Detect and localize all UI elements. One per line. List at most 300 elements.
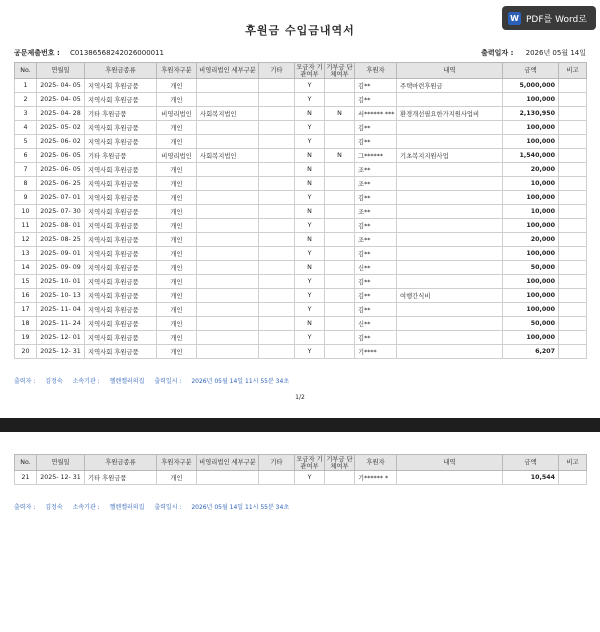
row-note bbox=[559, 79, 587, 93]
printed-at-label: 출력일시 : bbox=[154, 378, 182, 385]
row-type: 지역사회 후원금품 bbox=[85, 331, 157, 345]
row-no: 20 bbox=[15, 345, 37, 359]
pdf-to-word-label: PDF를 Word로 bbox=[526, 14, 587, 25]
row-donor: 김** bbox=[355, 121, 397, 135]
row-fundraiser-flag: N bbox=[295, 233, 325, 247]
row-date: 2025- 06- 25 bbox=[37, 177, 85, 191]
row-donor-type: 개인 bbox=[157, 191, 197, 205]
row-date: 2025- 04- 28 bbox=[37, 107, 85, 121]
row-sub-type bbox=[197, 317, 259, 331]
row-donor-type: 개인 bbox=[157, 135, 197, 149]
table-row bbox=[15, 471, 587, 485]
row-type: 기타 후원금품 bbox=[85, 149, 157, 163]
row-note bbox=[559, 205, 587, 219]
row-donation-org-flag bbox=[325, 345, 355, 359]
row-etc bbox=[259, 205, 295, 219]
row-date: 2025- 09- 09 bbox=[37, 261, 85, 275]
row-sub-type bbox=[197, 261, 259, 275]
org-name: 헬렌켈러의집 bbox=[109, 378, 145, 385]
public-id-value: C01386568242026000011 bbox=[70, 49, 165, 57]
row-date: 2025- 09- 01 bbox=[37, 247, 85, 261]
row-type: 지역사회 후원금품 bbox=[85, 93, 157, 107]
row-amount: 5,000,000 bbox=[503, 79, 559, 93]
row-donor-type: 개인 bbox=[157, 331, 197, 345]
row-date: 2025- 08- 25 bbox=[37, 233, 85, 247]
row-note bbox=[559, 177, 587, 191]
table-row bbox=[15, 191, 587, 205]
row-fundraiser-flag: N bbox=[295, 149, 325, 163]
row-note bbox=[559, 149, 587, 163]
row-no: 12 bbox=[15, 233, 37, 247]
row-donor: 조** bbox=[355, 205, 397, 219]
table-row bbox=[15, 177, 587, 191]
row-amount: 100,000 bbox=[503, 247, 559, 261]
row-amount: 100,000 bbox=[503, 289, 559, 303]
row-date: 2025- 06- 05 bbox=[37, 149, 85, 163]
row-sub-type bbox=[197, 275, 259, 289]
row-note bbox=[559, 163, 587, 177]
table-row bbox=[15, 121, 587, 135]
row-note bbox=[559, 247, 587, 261]
row-fundraiser-flag: N bbox=[295, 177, 325, 191]
table-header-row bbox=[15, 63, 587, 79]
row-donation-org-flag: N bbox=[325, 149, 355, 163]
row-amount: 100,000 bbox=[503, 191, 559, 205]
row-amount: 2,130,950 bbox=[503, 107, 559, 121]
row-sub-type bbox=[197, 219, 259, 233]
row-description bbox=[397, 177, 503, 191]
row-donor: 김** bbox=[355, 93, 397, 107]
column-header: 기타 bbox=[259, 63, 295, 79]
row-donation-org-flag bbox=[325, 93, 355, 107]
row-etc bbox=[259, 219, 295, 233]
row-fundraiser-flag: Y bbox=[295, 247, 325, 261]
row-fundraiser-flag: Y bbox=[295, 135, 325, 149]
row-etc bbox=[259, 317, 295, 331]
table-row bbox=[15, 261, 587, 275]
row-no: 1 bbox=[15, 79, 37, 93]
row-description bbox=[397, 331, 503, 345]
row-donor-type: 개인 bbox=[157, 289, 197, 303]
public-id-label: 공문제출번호 : bbox=[14, 49, 60, 57]
row-sub-type bbox=[197, 163, 259, 177]
row-amount: 100,000 bbox=[503, 219, 559, 233]
row-amount: 10,000 bbox=[503, 177, 559, 191]
row-date: 2025- 06- 02 bbox=[37, 135, 85, 149]
row-donor: 서****** *** bbox=[355, 107, 397, 121]
row-donor: 조** bbox=[355, 233, 397, 247]
row-no: 5 bbox=[15, 135, 37, 149]
table-row bbox=[15, 219, 587, 233]
print-date-value: 2026년 05월 14일 bbox=[525, 49, 586, 57]
table-row bbox=[15, 275, 587, 289]
word-icon: W bbox=[508, 12, 521, 25]
table-header-row bbox=[15, 455, 587, 471]
row-sub-type bbox=[197, 79, 259, 93]
row-note bbox=[559, 121, 587, 135]
printed-at-label: 출력일시 : bbox=[154, 504, 182, 511]
column-header: 후원자 bbox=[355, 455, 397, 471]
row-type: 지역사회 후원금품 bbox=[85, 233, 157, 247]
row-etc bbox=[259, 275, 295, 289]
row-no: 3 bbox=[15, 107, 37, 121]
row-sub-type bbox=[197, 303, 259, 317]
document-title: 후원금 수입금내역서 bbox=[245, 24, 355, 37]
row-donor-type: 비영리법인 bbox=[157, 149, 197, 163]
row-donor: 그****** bbox=[355, 149, 397, 163]
row-donation-org-flag bbox=[325, 317, 355, 331]
row-description: 여행간식비 bbox=[397, 289, 503, 303]
row-type: 지역사회 후원금품 bbox=[85, 317, 157, 331]
row-amount: 100,000 bbox=[503, 93, 559, 107]
row-donor: 신** bbox=[355, 261, 397, 275]
table-row bbox=[15, 247, 587, 261]
row-sub-type bbox=[197, 93, 259, 107]
row-sub-type: 사회복지법인 bbox=[197, 149, 259, 163]
row-sub-type bbox=[197, 331, 259, 345]
row-sub-type bbox=[197, 177, 259, 191]
row-donor-type: 비영리법인 bbox=[157, 107, 197, 121]
row-no: 16 bbox=[15, 289, 37, 303]
column-header: 모금자 기관여부 bbox=[296, 455, 323, 470]
table-row bbox=[15, 331, 587, 345]
row-fundraiser-flag: N bbox=[295, 261, 325, 275]
row-date: 2025- 12- 31 bbox=[37, 471, 85, 485]
row-sub-type bbox=[197, 471, 259, 485]
row-description bbox=[397, 247, 503, 261]
row-date: 2025- 11- 04 bbox=[37, 303, 85, 317]
row-donor-type: 개인 bbox=[157, 247, 197, 261]
table-row bbox=[15, 345, 587, 359]
row-fundraiser-flag: Y bbox=[295, 331, 325, 345]
row-no: 18 bbox=[15, 317, 37, 331]
row-no: 8 bbox=[15, 177, 37, 191]
row-donor: 김** bbox=[355, 191, 397, 205]
row-donor: 김** bbox=[355, 219, 397, 233]
row-no: 19 bbox=[15, 331, 37, 345]
row-description bbox=[397, 205, 503, 219]
column-header: 기부금 단체여부 bbox=[326, 63, 353, 78]
row-type: 지역사회 후원금품 bbox=[85, 289, 157, 303]
column-header: 후원자 bbox=[355, 63, 397, 79]
row-note bbox=[559, 345, 587, 359]
row-donor: 신** bbox=[355, 317, 397, 331]
row-donation-org-flag bbox=[325, 275, 355, 289]
row-date: 2025- 10- 13 bbox=[37, 289, 85, 303]
row-amount: 6,207 bbox=[503, 345, 559, 359]
row-note bbox=[559, 303, 587, 317]
row-description bbox=[397, 471, 503, 485]
row-amount: 100,000 bbox=[503, 121, 559, 135]
row-donor-type: 개인 bbox=[157, 233, 197, 247]
row-note bbox=[559, 93, 587, 107]
row-note bbox=[559, 317, 587, 331]
row-description bbox=[397, 233, 503, 247]
row-sub-type bbox=[197, 345, 259, 359]
row-no: 9 bbox=[15, 191, 37, 205]
row-description bbox=[397, 93, 503, 107]
column-header: 후원자구분 bbox=[157, 455, 197, 471]
row-etc bbox=[259, 289, 295, 303]
row-description bbox=[397, 191, 503, 205]
row-description bbox=[397, 317, 503, 331]
row-sub-type bbox=[197, 247, 259, 261]
row-donor: 김** bbox=[355, 289, 397, 303]
row-donor-type: 개인 bbox=[157, 345, 197, 359]
row-donor-type: 개인 bbox=[157, 177, 197, 191]
column-header: 연월일 bbox=[37, 63, 85, 79]
row-etc bbox=[259, 107, 295, 121]
row-no: 6 bbox=[15, 149, 37, 163]
row-donor-type: 개인 bbox=[157, 471, 197, 485]
row-donor: 김** bbox=[355, 135, 397, 149]
row-amount: 50,000 bbox=[503, 261, 559, 275]
row-sub-type bbox=[197, 233, 259, 247]
row-donor-type: 개인 bbox=[157, 275, 197, 289]
column-header: 연월일 bbox=[37, 455, 85, 471]
column-header: 후원자구분 bbox=[157, 63, 197, 79]
row-sub-type bbox=[197, 135, 259, 149]
org-label: 소속기관 : bbox=[72, 504, 100, 511]
row-note bbox=[559, 233, 587, 247]
row-amount: 100,000 bbox=[503, 275, 559, 289]
row-etc bbox=[259, 135, 295, 149]
row-etc bbox=[259, 247, 295, 261]
row-etc bbox=[259, 345, 295, 359]
row-no: 7 bbox=[15, 163, 37, 177]
print-date-block bbox=[481, 48, 586, 58]
row-type: 지역사회 후원금품 bbox=[85, 177, 157, 191]
row-type: 지역사회 후원금품 bbox=[85, 191, 157, 205]
row-fundraiser-flag: Y bbox=[295, 191, 325, 205]
row-donor: 기****** * bbox=[355, 471, 397, 485]
row-description bbox=[397, 303, 503, 317]
row-fundraiser-flag: N bbox=[295, 163, 325, 177]
row-donor-type: 개인 bbox=[157, 219, 197, 233]
row-amount: 10,544 bbox=[503, 471, 559, 485]
document-page-2 bbox=[0, 432, 600, 632]
row-type: 지역사회 후원금품 bbox=[85, 121, 157, 135]
row-donor: 기**** bbox=[355, 345, 397, 359]
row-etc bbox=[259, 191, 295, 205]
row-type: 지역사회 후원금품 bbox=[85, 275, 157, 289]
row-donor-type: 개인 bbox=[157, 205, 197, 219]
row-etc bbox=[259, 233, 295, 247]
row-no: 15 bbox=[15, 275, 37, 289]
printed-at-value: 2026년 05월 14일 11시 55분 34초 bbox=[191, 378, 290, 385]
row-date: 2025- 07- 01 bbox=[37, 191, 85, 205]
row-date: 2025- 05- 02 bbox=[37, 121, 85, 135]
row-date: 2025- 12- 01 bbox=[37, 331, 85, 345]
row-sub-type bbox=[197, 289, 259, 303]
row-sub-type bbox=[197, 205, 259, 219]
row-type: 기타 후원금품 bbox=[85, 471, 157, 485]
row-donation-org-flag bbox=[325, 471, 355, 485]
row-amount: 100,000 bbox=[503, 331, 559, 345]
column-header: 비영리법인 세부구분 bbox=[197, 455, 259, 471]
row-note bbox=[559, 289, 587, 303]
row-amount: 10,000 bbox=[503, 205, 559, 219]
printer-label: 출력자 : bbox=[14, 504, 36, 511]
row-etc bbox=[259, 79, 295, 93]
row-donation-org-flag bbox=[325, 163, 355, 177]
row-etc bbox=[259, 93, 295, 107]
row-sub-type: 사회복지법인 bbox=[197, 107, 259, 121]
row-donor: 김** bbox=[355, 275, 397, 289]
table-row bbox=[15, 93, 587, 107]
row-donor-type: 개인 bbox=[157, 121, 197, 135]
page-number: 1/2 bbox=[295, 394, 305, 401]
column-header: 기타 bbox=[259, 455, 295, 471]
row-amount: 100,000 bbox=[503, 135, 559, 149]
row-etc bbox=[259, 121, 295, 135]
row-donor: 김** bbox=[355, 79, 397, 93]
row-donation-org-flag bbox=[325, 261, 355, 275]
public-id-block bbox=[14, 48, 164, 58]
row-date: 2025- 04- 05 bbox=[37, 93, 85, 107]
printer-label: 출력자 : bbox=[14, 378, 36, 385]
row-type: 지역사회 후원금품 bbox=[85, 247, 157, 261]
row-donor-type: 개인 bbox=[157, 93, 197, 107]
donation-table-page-2 bbox=[14, 454, 587, 485]
row-fundraiser-flag: Y bbox=[295, 345, 325, 359]
row-donation-org-flag bbox=[325, 79, 355, 93]
row-date: 2025- 08- 01 bbox=[37, 219, 85, 233]
row-etc bbox=[259, 261, 295, 275]
org-label: 소속기관 : bbox=[72, 378, 100, 385]
row-no: 11 bbox=[15, 219, 37, 233]
row-type: 지역사회 후원금품 bbox=[85, 219, 157, 233]
row-fundraiser-flag: Y bbox=[295, 471, 325, 485]
column-header: 내역 bbox=[397, 63, 503, 79]
row-donation-org-flag bbox=[325, 303, 355, 317]
row-fundraiser-flag: N bbox=[295, 205, 325, 219]
row-no: 17 bbox=[15, 303, 37, 317]
row-description bbox=[397, 135, 503, 149]
row-fundraiser-flag: N bbox=[295, 317, 325, 331]
row-amount: 20,000 bbox=[503, 163, 559, 177]
row-date: 2025- 11- 24 bbox=[37, 317, 85, 331]
table-row bbox=[15, 107, 587, 121]
printer-name: 김정숙 bbox=[45, 504, 63, 511]
row-no: 2 bbox=[15, 93, 37, 107]
page-divider bbox=[0, 418, 600, 432]
table-row bbox=[15, 79, 587, 93]
row-note bbox=[559, 191, 587, 205]
row-no: 13 bbox=[15, 247, 37, 261]
row-description: 환경개선필요한가지원사업비 bbox=[397, 107, 503, 121]
row-description bbox=[397, 261, 503, 275]
row-sub-type bbox=[197, 191, 259, 205]
row-fundraiser-flag: Y bbox=[295, 219, 325, 233]
row-etc bbox=[259, 331, 295, 345]
printer-name: 김정숙 bbox=[45, 378, 63, 385]
table-row bbox=[15, 149, 587, 163]
row-donation-org-flag bbox=[325, 331, 355, 345]
row-no: 21 bbox=[15, 471, 37, 485]
column-header: No. bbox=[15, 63, 37, 79]
row-donation-org-flag bbox=[325, 177, 355, 191]
row-no: 14 bbox=[15, 261, 37, 275]
column-header: 후원금종류 bbox=[85, 455, 157, 471]
row-fundraiser-flag: Y bbox=[295, 93, 325, 107]
table-row bbox=[15, 135, 587, 149]
table-row bbox=[15, 233, 587, 247]
row-type: 지역사회 후원금품 bbox=[85, 163, 157, 177]
row-fundraiser-flag: Y bbox=[295, 303, 325, 317]
row-amount: 50,000 bbox=[503, 317, 559, 331]
row-type: 지역사회 후원금품 bbox=[85, 261, 157, 275]
row-etc bbox=[259, 303, 295, 317]
row-date: 2025- 06- 05 bbox=[37, 163, 85, 177]
row-donor-type: 개인 bbox=[157, 317, 197, 331]
row-note bbox=[559, 107, 587, 121]
row-donor-type: 개인 bbox=[157, 303, 197, 317]
column-header: 비영리법인 세부구분 bbox=[197, 63, 259, 79]
row-donor-type: 개인 bbox=[157, 261, 197, 275]
row-note bbox=[559, 135, 587, 149]
row-type: 지역사회 후원금품 bbox=[85, 303, 157, 317]
column-header: No. bbox=[15, 455, 37, 471]
row-sub-type bbox=[197, 121, 259, 135]
row-date: 2025- 04- 05 bbox=[37, 79, 85, 93]
table-row bbox=[15, 205, 587, 219]
row-donation-org-flag bbox=[325, 205, 355, 219]
row-description bbox=[397, 345, 503, 359]
printed-at-value: 2026년 05월 14일 11시 55분 34초 bbox=[191, 504, 290, 511]
row-note bbox=[559, 331, 587, 345]
row-fundraiser-flag: Y bbox=[295, 275, 325, 289]
row-donation-org-flag bbox=[325, 247, 355, 261]
print-date-label: 출력일자 : bbox=[481, 49, 514, 57]
row-note bbox=[559, 275, 587, 289]
column-header: 내역 bbox=[397, 455, 503, 471]
row-donor: 김** bbox=[355, 331, 397, 345]
row-donation-org-flag bbox=[325, 219, 355, 233]
column-header: 금액 bbox=[503, 455, 559, 471]
row-donation-org-flag: N bbox=[325, 107, 355, 121]
row-type: 지역사회 후원금품 bbox=[85, 135, 157, 149]
row-fundraiser-flag: Y bbox=[295, 121, 325, 135]
row-note bbox=[559, 261, 587, 275]
donation-table-page-1 bbox=[14, 62, 587, 359]
row-description: 기초복지지원사업 bbox=[397, 149, 503, 163]
table-row bbox=[15, 289, 587, 303]
row-donation-org-flag bbox=[325, 121, 355, 135]
row-donor: 조** bbox=[355, 177, 397, 191]
row-donor: 김** bbox=[355, 247, 397, 261]
row-etc bbox=[259, 177, 295, 191]
row-donor-type: 개인 bbox=[157, 163, 197, 177]
row-note bbox=[559, 471, 587, 485]
row-date: 2025- 10- 01 bbox=[37, 275, 85, 289]
row-donor-type: 개인 bbox=[157, 79, 197, 93]
row-donor: 조** bbox=[355, 163, 397, 177]
table-row bbox=[15, 163, 587, 177]
row-etc bbox=[259, 163, 295, 177]
column-header: 금액 bbox=[503, 63, 559, 79]
column-header: 모금자 기관여부 bbox=[296, 63, 323, 78]
row-type: 지역사회 후원금품 bbox=[85, 79, 157, 93]
row-date: 2025- 07- 30 bbox=[37, 205, 85, 219]
row-donation-org-flag bbox=[325, 233, 355, 247]
column-header: 기부금 단체여부 bbox=[326, 455, 353, 470]
row-amount: 20,000 bbox=[503, 233, 559, 247]
row-no: 10 bbox=[15, 205, 37, 219]
row-fundraiser-flag: Y bbox=[295, 289, 325, 303]
row-description bbox=[397, 163, 503, 177]
row-note bbox=[559, 219, 587, 233]
